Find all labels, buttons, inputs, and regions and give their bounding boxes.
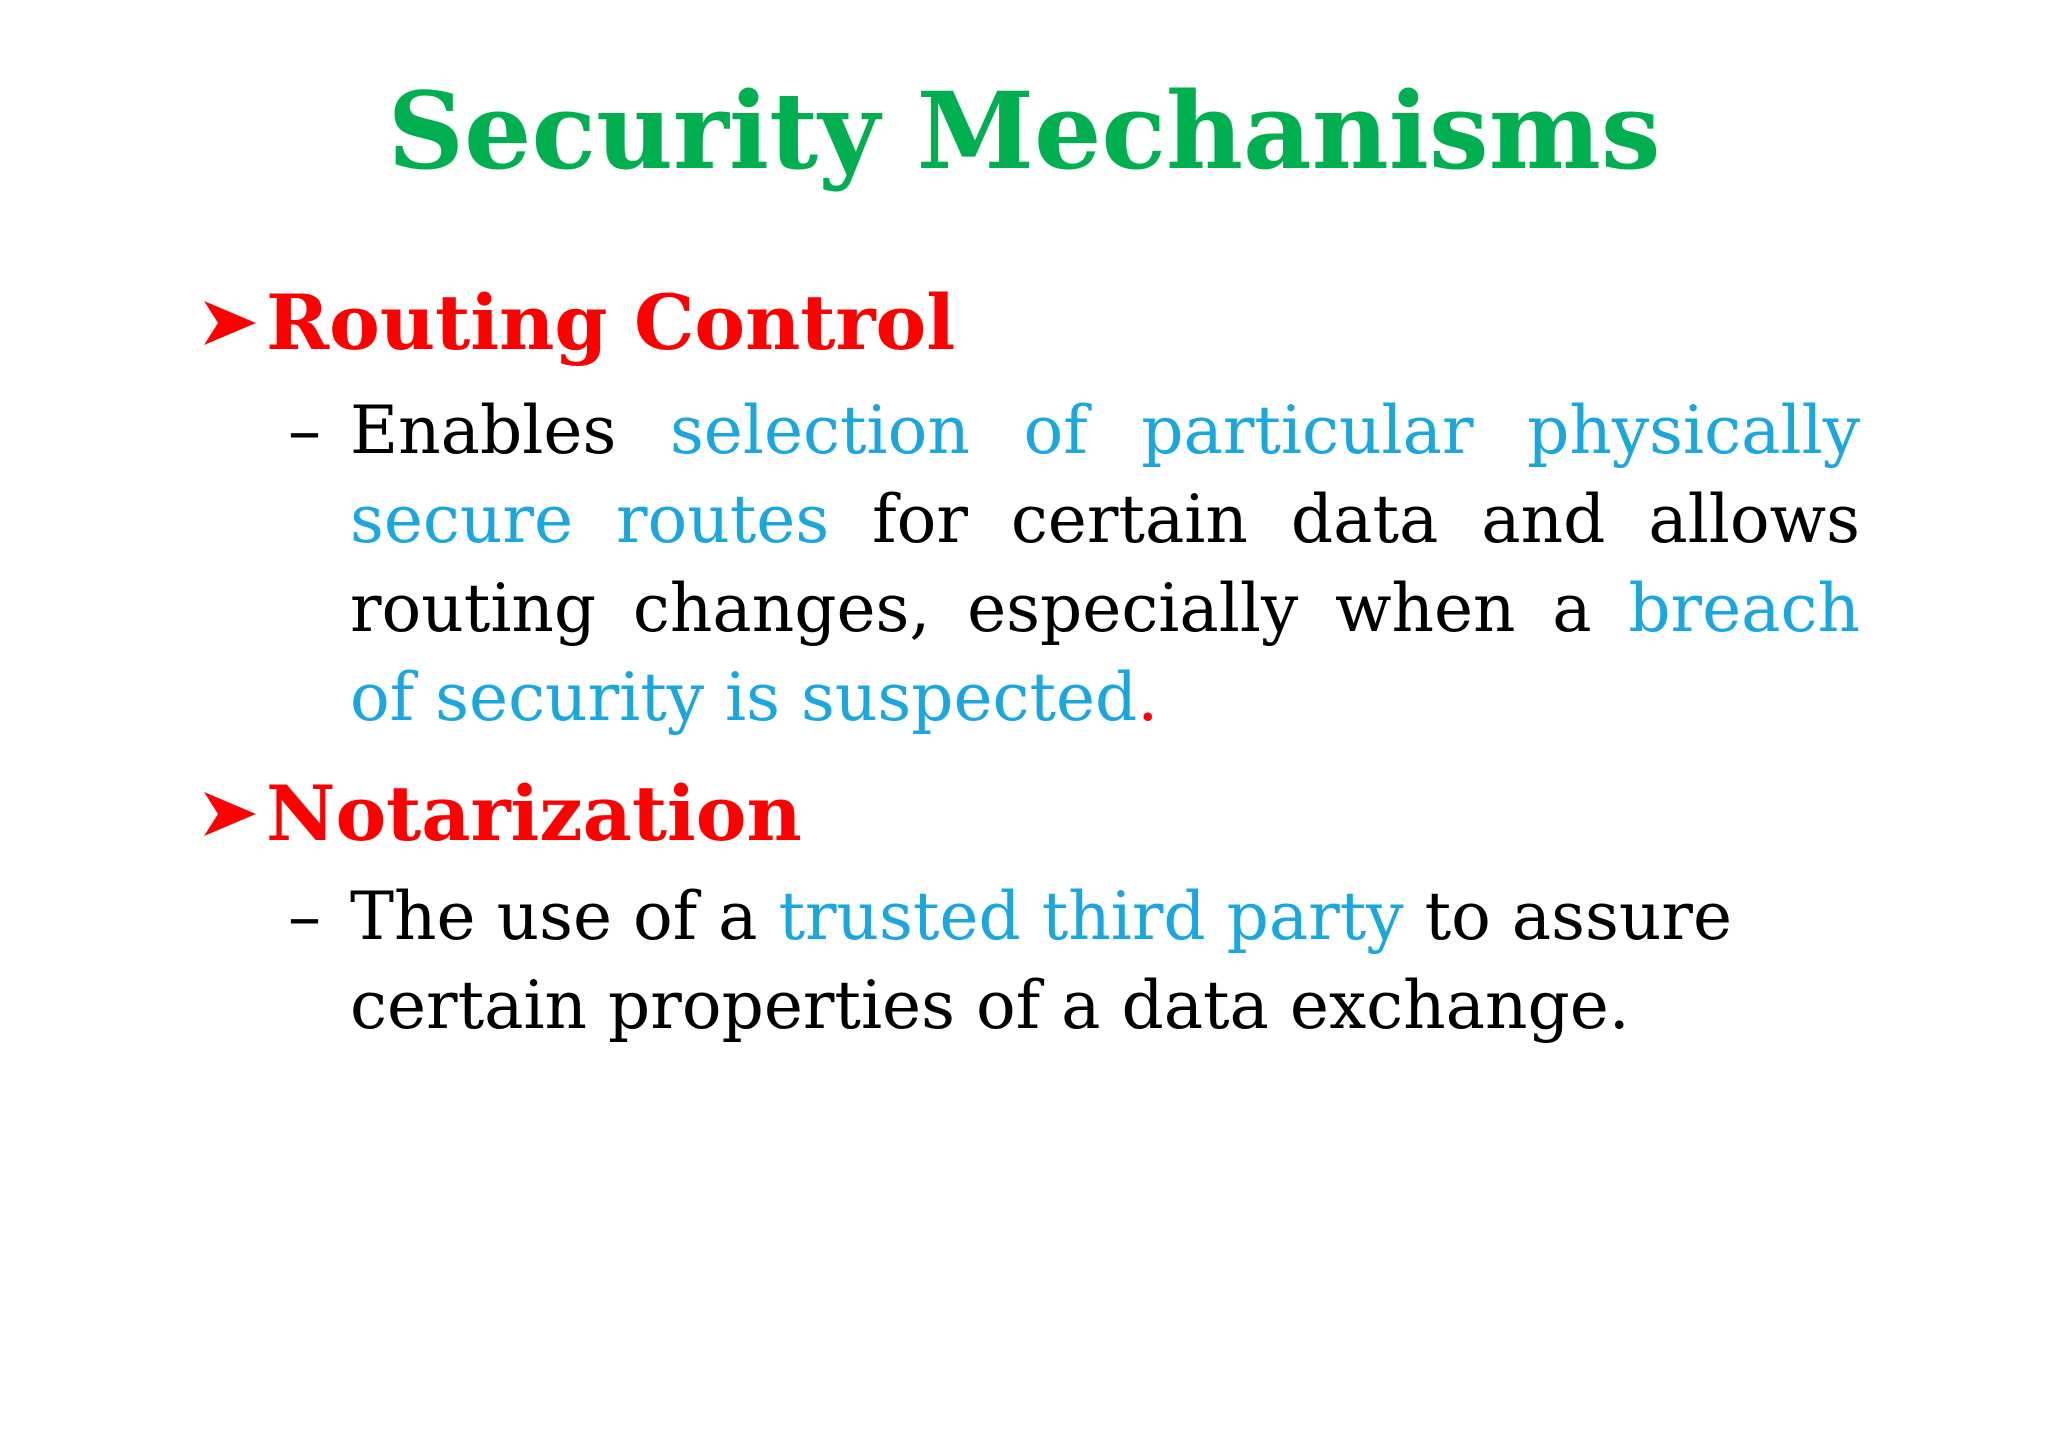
highlight-segment: breach of security is suspected <box>350 570 1860 736</box>
text-segment: to assure certain properties of a data exchange. <box>350 878 1733 1044</box>
heading-text: Notarization <box>266 769 802 858</box>
sub-item-notarization <box>288 872 1848 1050</box>
heading-text: Routing Control <box>266 278 956 367</box>
highlight-segment: trusted third party <box>778 878 1404 955</box>
text-segment: Enables <box>350 392 670 469</box>
arrow-bullet-icon <box>200 293 260 353</box>
dash-marker: – <box>288 392 321 469</box>
bullet-heading-notarization <box>200 769 802 858</box>
text-segment: The use of a <box>350 878 779 955</box>
highlight-segment: selection of particular physically secure routes <box>350 392 1860 558</box>
sub-item-routing-control <box>288 386 1860 742</box>
bullet-heading-routing-control <box>200 278 956 367</box>
slide-title: Security Mechanisms <box>387 68 1661 193</box>
sub-item-text <box>350 386 1860 742</box>
period-segment: . <box>1137 659 1159 736</box>
arrow-bullet-icon <box>200 784 260 844</box>
sub-item-text <box>350 872 1848 1050</box>
text-segment: for certain data and allows routing changes, especially when a <box>350 481 1861 647</box>
dash-marker: – <box>288 878 321 955</box>
